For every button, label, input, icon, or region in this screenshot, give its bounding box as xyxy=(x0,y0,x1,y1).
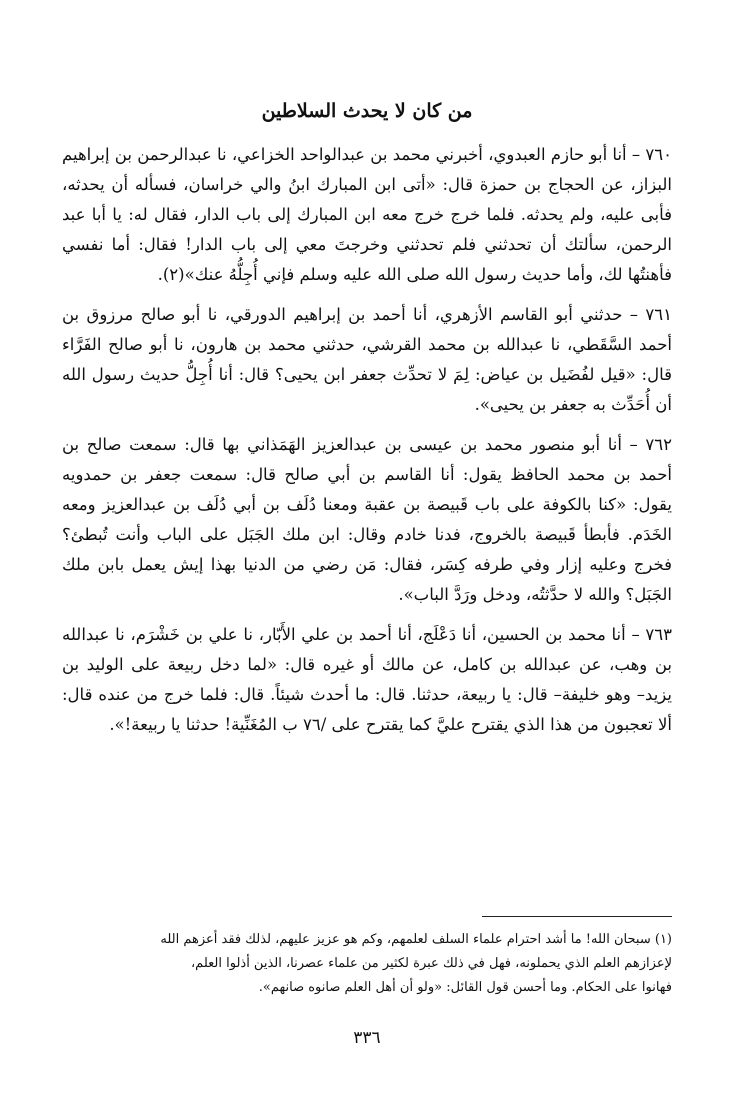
footnote xyxy=(62,928,672,1000)
footnote-line: فهانوا على الحكام. وما أحسن قول القائل: «ولو أن أهل العلم صانوه صانهم». xyxy=(258,980,672,995)
footnote-line: لإعزازهم العلم الذي يحملونه، فهل في ذلك عبرة لكثير من علماء عصرنا، الذين أذلوا العلم، xyxy=(190,956,672,971)
chapter-title: من كان لا يحدث السلاطين xyxy=(261,100,473,122)
page-number: ٣٣٦ xyxy=(353,1028,381,1048)
paragraph-761: ٧٦١ – حدثني أبو القاسم الأزهري، أنا أحمد بن إبراهيم الدورقي، نا أبو صالح مرزوق بن أحمد السَّقَطي، نا عبدالله بن محمد القرشي، حدثني محمد بن هارون، نا أبو صالح الفَرَّاء قال: «قيل لفُضَيل بن عياض: لِمَ لا تحدِّث جعفر ابن يحيى؟ قال: أنا أُجِلُّ حديث رسول الله أن أُحَدِّث به جعفر بن يحيى». xyxy=(62,305,672,414)
paragraph-760: ٧٦٠ – أنا أبو حازم العبدوي، أخبرني محمد بن عبدالواحد الخزاعي، نا عبدالرحمن بن إبراهيم البزاز، عن الحجاج بن حمزة قال: «أتى ابن المبارك ابنُ والي خراسان، فسأله أن يحدثه، فأبى عليه، ولم يحدثه. فلما خرج خرج معه ابن المبارك إلى باب الدار، فقال له: يا أبا عبد الرحمن، سألتك أن تحدثني فلم تحدثني وخرجتَ معي إلى باب الدار! فقال: أما نفسي فأهنتُها لك، وأما حديث رسول الله صلى الله عليه وسلم فإني أُجِلُّهُ عنك»(٢). xyxy=(62,145,672,284)
paragraph-762: ٧٦٢ – أنا أبو منصور محمد بن عيسى بن عبدالعزيز الهَمَذاني بها قال: سمعت صالح بن أحمد بن محمد الحافظ يقول: أنا القاسم بن أبي صالح قال: سمعت جعفر بن حمدويه يقول: «كنا بالكوفة على باب قَبيصة بن عقبة ومعنا دُلَف بن أبي دُلَف بن عبدالعزيز ومعه الخَدَم. فأبطأ قَبيصة بالخروج، فدنا خادم وقال: ابن ملك الجَبَل على الباب وأنت تُبطئ؟ فخرج وعليه إزار وفي طرفه كِسَر، فقال: مَن رضي من الدنيا بهذا إيش يعمل بابن ملك الجَبَل؟ والله لا حدَّثتُه، ودخل ورَدَّ الباب». xyxy=(62,435,672,604)
footnote-line: (١) سبحان الله! ما أشد احترام علماء السلف لعلمهم، وكم هو عزيز عليهم، لذلك فقد أعزهم الله xyxy=(160,932,672,947)
footnote-divider xyxy=(482,916,672,917)
paragraph-763: ٧٦٣ – أنا محمد بن الحسين، أنا دَعْلَج، أنا أحمد بن علي الأَبّار، نا علي بن خَشْرَم، نا عبدالله بن وهب، عن عبدالله بن كامل، عن مالك أو غيره قال: «لما دخل ربيعة على الوليد بن يزيد– وهو خليفة– قال: يا ربيعة، حدثنا. قال: ما أحدث شيئاً. قال: فلما خرج من عنده قال: ألا تعجبون من هذا الذي يقترح عليَّ كما يقترح على /٧٦ ب المُغَنِّية! حدثنا يا ربيعة!». xyxy=(62,625,672,734)
main-text xyxy=(62,140,672,750)
